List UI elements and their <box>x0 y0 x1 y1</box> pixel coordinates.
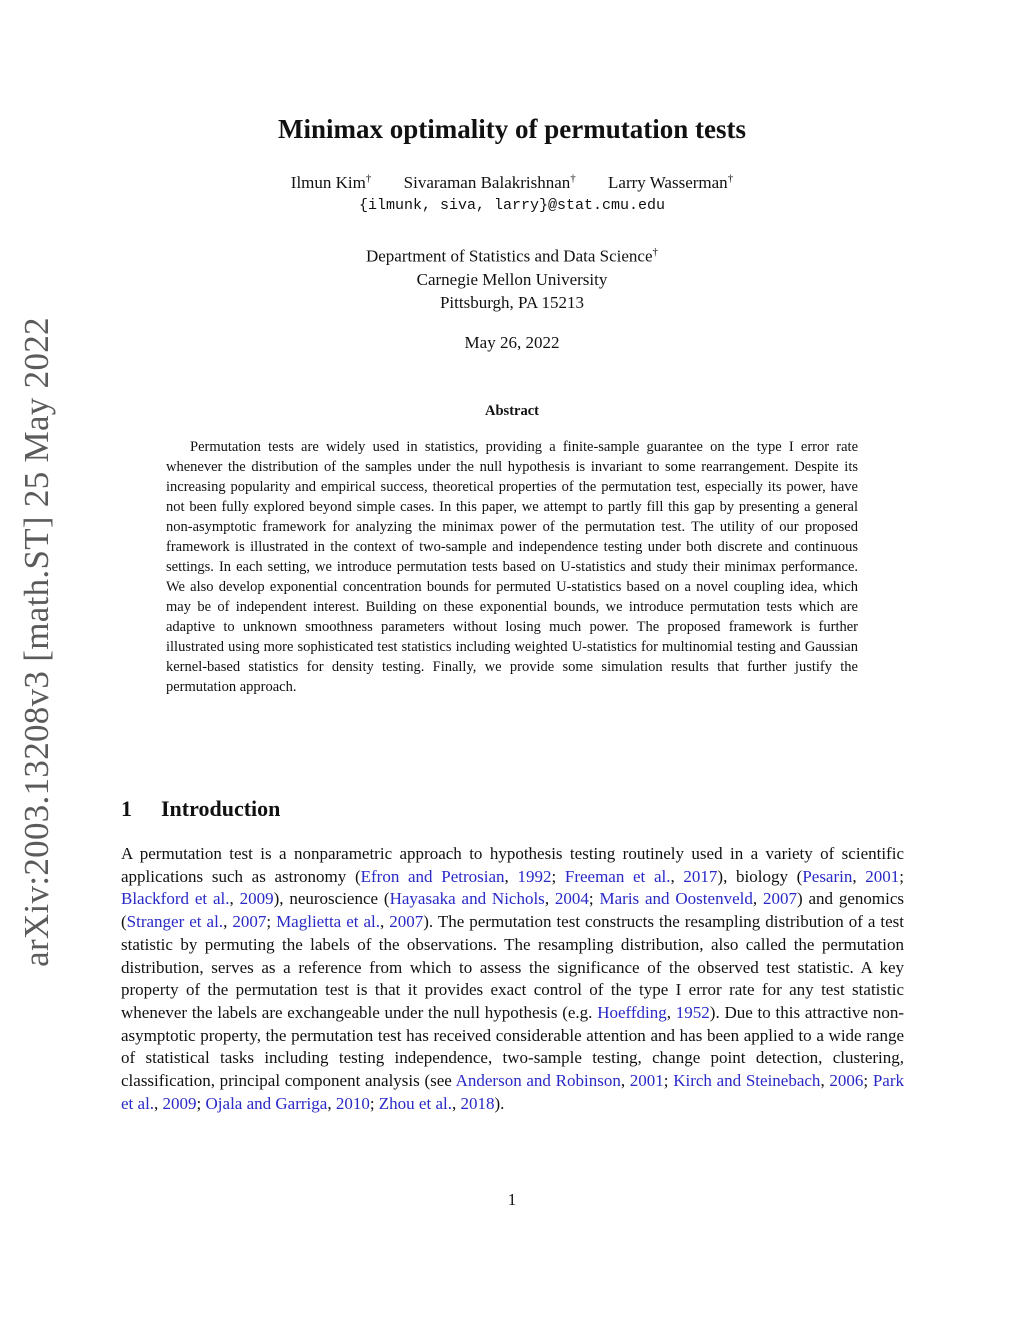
section-title: Introduction <box>161 796 281 821</box>
citation-link[interactable]: Kirch and Steinebach <box>673 1071 821 1091</box>
citation-year-link[interactable]: 2004 <box>554 889 589 909</box>
paper-date: May 26, 2022 <box>464 333 560 352</box>
section-heading <box>121 796 280 822</box>
arxiv-identifier: arXiv:2003.13208v3 [math.ST] 25 May 2022 <box>17 317 56 967</box>
citation-year-link[interactable]: 2018 <box>460 1093 495 1113</box>
paper-title: Minimax optimality of permutation tests <box>278 114 746 144</box>
abstract-heading: Abstract <box>485 403 539 419</box>
citation-year-link[interactable]: 2001 <box>865 866 900 886</box>
author-emails: {ilmunk, siva, larry}@stat.cmu.edu <box>358 197 666 214</box>
citation-link[interactable]: Zhou et al. <box>378 1093 452 1113</box>
introduction-paragraph: A permutation test is a nonparametric approach to hypothesis testing routinely used in a variety of scientific applications such as astronomy (Efron and Petrosian, 1992; Freeman et al., 2017), biology (Pesarin, 2001; Blackford et al., 2009), neuroscience (Hayasaka and Nichols, 2004; Maris and Oostenveld, 2007) and genomics (Stranger et al., 2007; Maglietta et al., 2007). The permutation test constructs the resampling distribution of a test statistic by permuting the labels of the observations. The resampling distribution, also called the permutation distribution, serves as a reference from which to assess the significance of the observed test statistic. A key property of the permutation test is that it provides exact control of the type I error rate for any test statistic whenever the labels are exchangeable under the null hypothesis (e.g. Hoeffding, 1952). Due to this attractive non-asymptotic property, the permutation test has received considerable attention and has been applied to a wide range of statistical tasks including testing independence, two-sample testing, change point detection, clustering, classification, principal component analysis (see Anderson and Robinson, 2001; Kirch and Steinebach, 2006; Park et al., 2009; Ojala and Garriga, 2010; Zhou et al., 2018). <box>121 844 905 1113</box>
citation-link[interactable]: Hoeffding <box>597 1002 667 1022</box>
citation-year-link[interactable]: 2006 <box>829 1071 864 1091</box>
citation-year-link[interactable]: 2009 <box>239 889 274 909</box>
arxiv-sidebar <box>12 317 62 967</box>
department: Department of Statistics and Data Science† <box>365 246 659 266</box>
citation-year-link[interactable]: 1952 <box>675 1002 710 1022</box>
citation-link[interactable]: Freeman et al. <box>564 866 671 886</box>
citation-year-link[interactable]: 2001 <box>629 1071 664 1091</box>
citation-year-link[interactable]: 2007 <box>762 889 797 909</box>
author-list <box>0 172 1024 193</box>
citation-link[interactable]: Ojala and Garriga <box>205 1093 328 1113</box>
citation-year-link[interactable]: 2009 <box>162 1093 197 1113</box>
citation-link[interactable]: Maris and Oostenveld <box>599 889 753 909</box>
author: Larry Wasserman† <box>608 172 734 192</box>
citation-year-link[interactable]: 2010 <box>335 1093 370 1113</box>
city: Pittsburgh, PA 15213 <box>439 292 585 312</box>
citation-link[interactable]: Maglietta et al. <box>276 912 380 932</box>
citation-year-link[interactable]: 2007 <box>389 912 424 932</box>
citation-link[interactable]: Pesarin <box>802 866 853 886</box>
author: Sivaraman Balakrishnan† <box>403 172 576 192</box>
citation-link[interactable]: Park et al. <box>121 1071 904 1113</box>
abstract-text: Permutation tests are widely used in statistics, providing a finite-sample guarantee on the type I error rate whenever the distribution of the samples under the null hypothesis is invariant to some rearrangement. Despite its increasing popularity and empirical success, theoretical properties of the permutation test, especially its power, have not been fully explored beyond simple cases. In this paper, we attempt to partly fill this gap by presenting a general non-asymptotic framework for analyzing the minimax power of the permutation test. The utility of our proposed framework is illustrated in the context of two-sample and independence testing under both discrete and continuous settings. In each setting, we introduce permutation tests based on U-statistics and study their minimax performance. We also develop exponential concentration bounds for permuted U-statistics based on a novel coupling idea, which may be of independent interest. Building on these exponential bounds, we introduce permutation tests which are adaptive to unknown smoothness parameters without losing much power. The proposed framework is further illustrated using more sophisticated test statistics including weighted U-statistics for multinomial testing and Gaussian kernel-based statistics for density testing. Finally, we provide some simulation results that further justify the permutation approach. <box>166 439 858 695</box>
citation-link[interactable]: Blackford et al. <box>121 889 230 909</box>
citation-year-link[interactable]: 1992 <box>517 866 552 886</box>
affiliation <box>0 241 1024 314</box>
citation-link[interactable]: Hayasaka and Nichols <box>389 889 545 909</box>
citation-year-link[interactable]: 2017 <box>683 866 718 886</box>
section-number: 1 <box>121 796 132 821</box>
citation-year-link[interactable]: 2007 <box>232 912 267 932</box>
author: Ilmun Kim† <box>290 172 372 192</box>
citation-link[interactable]: Efron and Petrosian <box>360 866 505 886</box>
university: Carnegie Mellon University <box>416 269 608 289</box>
citation-link[interactable]: Stranger et al. <box>126 912 224 932</box>
page-number: 1 <box>507 1190 517 1209</box>
citation-link[interactable]: Anderson and Robinson <box>455 1071 621 1091</box>
